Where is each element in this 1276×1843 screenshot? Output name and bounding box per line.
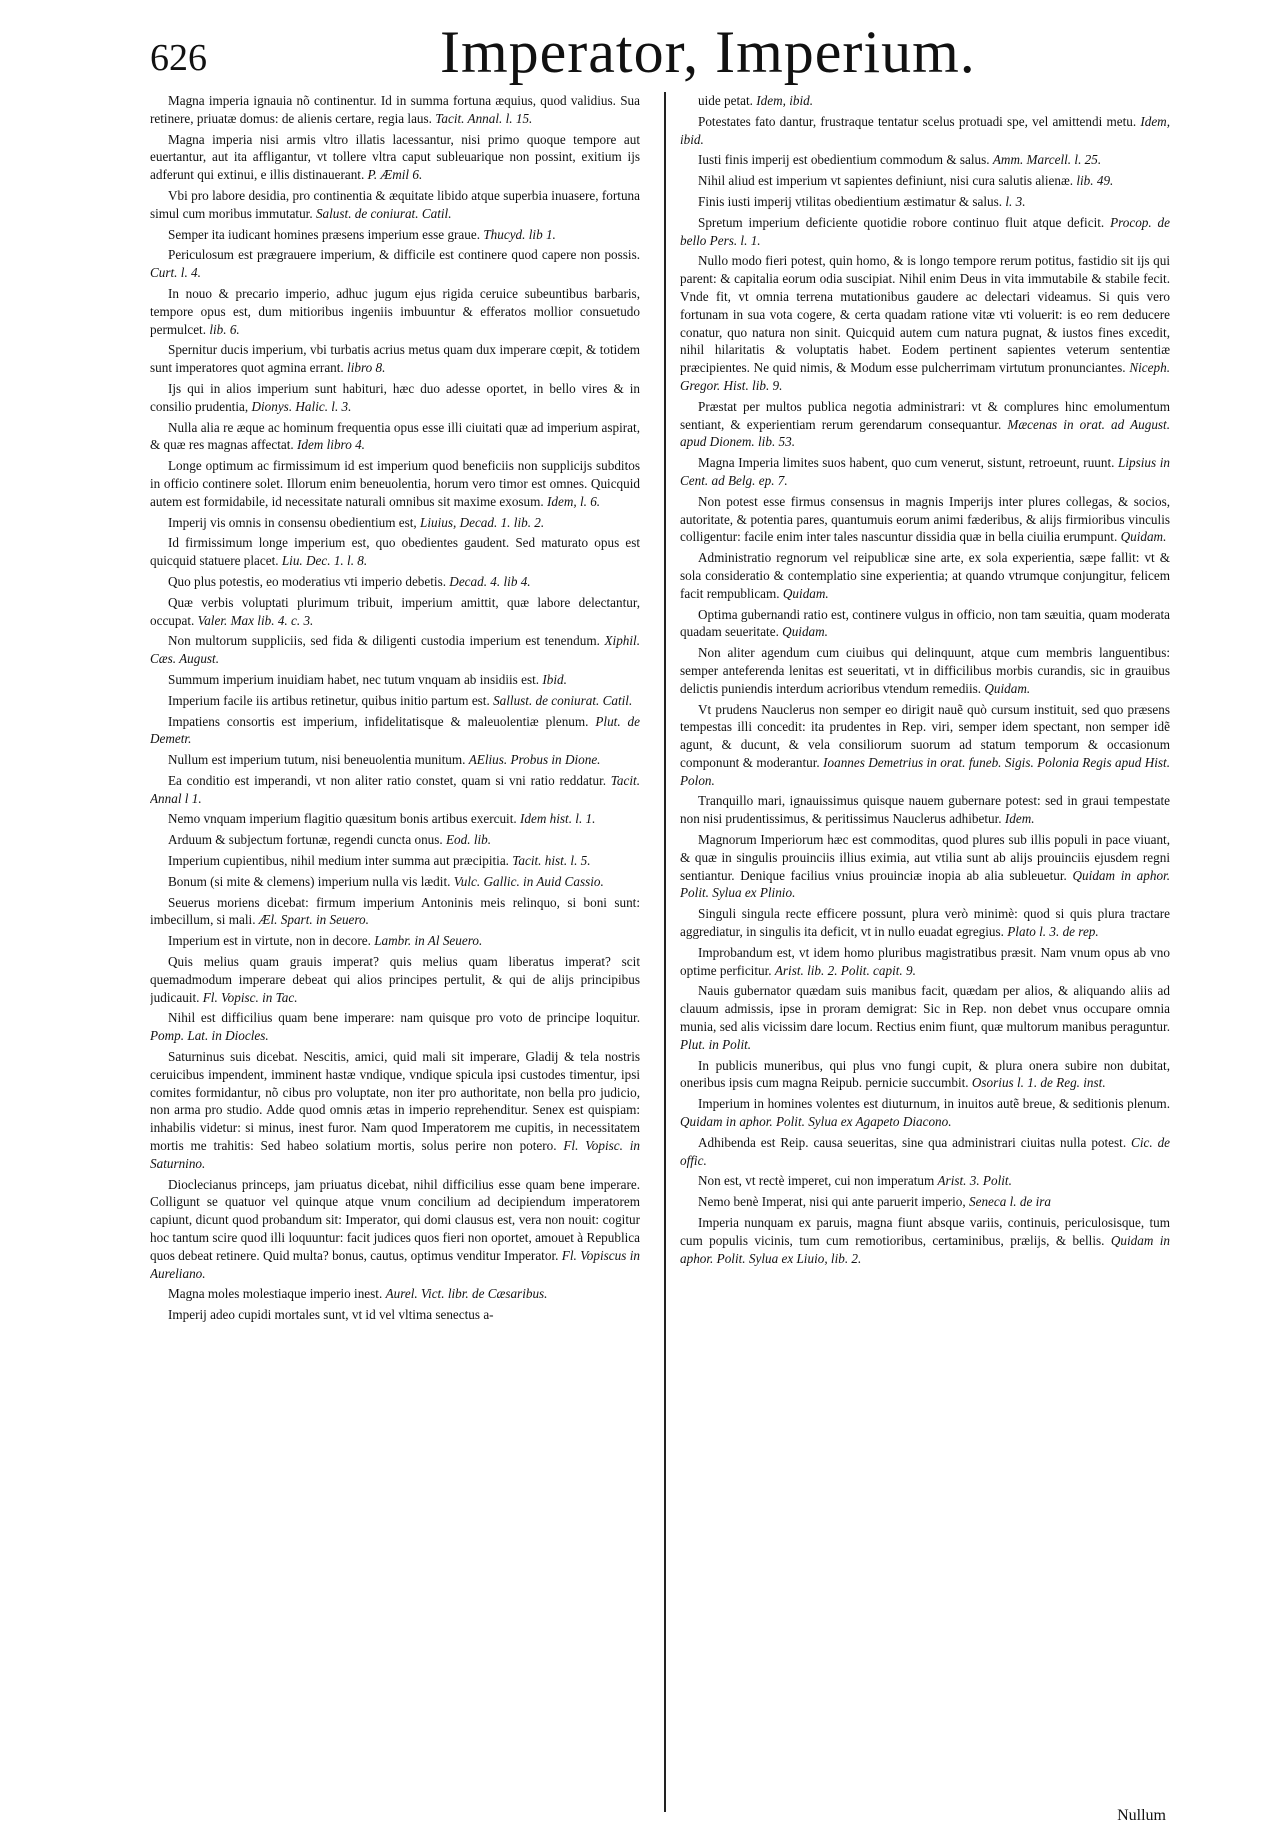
quotation-entry (150, 92, 640, 128)
quotation-entry (150, 632, 640, 668)
quotation-source: Seneca l. de ira (969, 1194, 1052, 1210)
quotation-text: Magnorum Imperiorum hæc est commoditas, quod plures sub illis populi in pace viuant, & quæ in singulis prouinciis illius eximia, aut vtilia sunt ab alijs prouinciis ejusdem regni sentiantur. Denique facilius vnius prouinciæ inopia ab alia subleuetur. (680, 832, 1170, 883)
quotation-source: Quidam in aphor. Polit. Sylua ex Liuio, lib. 2. (680, 1232, 1170, 1266)
quotation-entry (150, 953, 640, 1006)
quotation-source: AElius. Probus in Dione. (468, 752, 601, 768)
quotation-source: Arist. lib. 2. Polit. capit. 9. (774, 962, 916, 978)
quotation-entry (680, 549, 1170, 602)
quotation-text: Non est, vt rectè imperet, cui non imperatum (698, 1173, 935, 1189)
quotation-text: Dioclecianus princeps, jam priuatus dicebat, nihil difficilius esse quam bene imperare. Colligunt se quatuor vel quinque atque vnum concilium ad decipiendum imperatorem capiunt, dicunt quod probandum sit: Imperator, qui domi clausus est, vera non nouit: cogitur hoc tantum scire quod illi loquuntur: facit judices quos fieri non oportet, amouet à Republica quos debeat retinere. Quid multa? bonus, cautus, optimus venditur Imperator. (150, 1176, 640, 1263)
quotation-source: libro 8. (347, 360, 386, 376)
quotation-source: Dionys. Halic. l. 3. (251, 398, 352, 414)
quotation-source: Tacit. hist. l. 5. (512, 853, 591, 869)
quotation-text: Id firmissimum longe imperium est, quo obedientes gaudent. Sed maturato opus est quicquid statuere placet. (150, 535, 640, 569)
quotation-text: Imperium est in virtute, non in decore. (168, 933, 371, 949)
quotation-text: Potestates fato dantur, frustraque tentatur scelus protuadi spe, vel amittendi metu. (698, 113, 1137, 129)
quotation-text: Semper ita iudicant homines præsens imperium esse graue. (168, 226, 481, 242)
quotation-entry (150, 713, 640, 749)
quotation-entry (150, 341, 640, 377)
catchword: Nullum (1117, 1807, 1166, 1824)
quotation-entry (150, 852, 640, 870)
quotation-text: Non potest esse firmus consensus in magnis Imperijs inter plures collegas, & socios, autoritate, & potentia pares, quantumuis eorum animi fæderibus, & alijs firmioribus vinculis colligentur: facile enim inter tales nascuntur dissidia quæ in bella ciuilia erumpunt. (680, 493, 1170, 545)
quotation-text: Administratio regnorum vel reipublicæ sine arte, ex sola experientia, sæpe fallit: vt & sola consideratio & contemplatio sine experientia; at quando vtrumque conjungitur, felicem facit rempublicam. (680, 550, 1170, 601)
quotation-source: Ibid. (542, 671, 567, 687)
quotation-entry (680, 398, 1170, 451)
quotation-text: Quis melius quam grauis imperat? quis melius quam liberatus imperat? scit quemadmodum imperare debeat qui alios principes pertulit, & qui de alijs principibus judicauit. (150, 954, 640, 1005)
quotation-entry (680, 454, 1170, 490)
quotation-entry (680, 606, 1170, 642)
quotation-source: Eod. lib. (445, 832, 492, 848)
quotation-source: Vulc. Gallic. in Auid Cassio. (453, 873, 604, 889)
quotation-text: Ea conditio est imperandi, vt non aliter ratio constet, quam si vni ratio reddatur. (168, 772, 607, 788)
quotation-text: Vt prudens Nauclerus non semper eo dirigit nauẽ quò cursum instituit, sed quo præsens tempestas illi concedit: ita prudentes in Rep. viri, semper idem spectant, non semper idẽ agunt, & ducunt, & vela consiliorum suorum ad statum temporum & occasionum componunt & moderantur. (680, 701, 1170, 770)
quotation-text: Improbandum est, vt idem homo pluribus magistratibus præsit. Nam vnum opus ab vno optime perficitur. (680, 944, 1170, 978)
quotation-source: Idem. (1004, 811, 1035, 827)
quotation-source: Arist. 3. Polit. (937, 1173, 1012, 1189)
quotation-source: Idem, ibid. (680, 113, 1170, 147)
quotation-text: Non aliter agendum cum ciuibus qui delinquunt, atque cum membris languentibus: semper anteferenda lenitas est seueritati, vt in difficilibus morbis curandis, sic in grauibus delictis puniendis interdum acrioribus vtendum remediis. (680, 645, 1170, 696)
quotation-entry (680, 92, 1170, 110)
page-title: Imperator, Imperium. (440, 19, 976, 85)
quotation-source: Liu. Dec. 1. l. 8. (281, 553, 368, 569)
quotation-entry (150, 246, 640, 282)
quotation-text: Magna imperia ignauia nõ continentur. Id in summa fortuna æquius, quod validius. Sua retinere, priuatæ domus: de alienis certare, regia laus. (150, 93, 640, 126)
quotation-text: Longe optimum ac firmissimum id est imperium quod beneficiis non supplicijs subditos in officio continere solet. Illorum enim beneuolentia, horum vero timor est omnes. Quicquid autem est formidabile, id necessitate naturali omnibus sit maxime exosum. (150, 458, 640, 509)
quotation-entry (150, 419, 640, 455)
quotation-text: Præstat per multos publica negotia administrari: vt & complures hinc emolumentum sentiant, & experientiam rerum gerendarum consequantur. (680, 398, 1170, 432)
quotation-text: Spernitur ducis imperium, vbi turbatis acrius metus quam dux imperare cœpit, & totidem sunt imperatores quot agmina errant. (150, 342, 640, 376)
quotation-entry (680, 1095, 1170, 1131)
quotation-entry (680, 1214, 1170, 1267)
quotation-entry (680, 644, 1170, 697)
quotation-entry (680, 1172, 1170, 1190)
left-column (150, 92, 640, 1812)
quotation-entry (680, 905, 1170, 941)
quotation-entry (150, 1048, 640, 1173)
quotation-entry (680, 193, 1170, 211)
quotation-entry (150, 457, 640, 510)
quotation-entry (680, 1193, 1170, 1211)
quotation-text: Nauis gubernator quædam suis manibus facit, quædam per alios, & aliquando aliis ad clauum admissis, ipse in proram demigrat: Sic in Rep. non debet vnus occupare omnia munia, sed alis vicissim dare locum. Rectius enim fiunt, quæ multorum manibus peraguntur. (680, 983, 1170, 1035)
quotation-entry (150, 692, 640, 710)
quotation-entry (150, 772, 640, 808)
quotation-text: In publicis muneribus, qui plus vno fungi cupit, & plura onera subire non dubitat, oneribus ipsis cum magna Reipub. pernicie succumbit. (680, 1057, 1170, 1091)
quotation-entry (150, 894, 640, 930)
quotation-source: Idem, ibid. (756, 93, 814, 108)
quotation-source: Thucyd. lib 1. (483, 226, 556, 242)
quotation-entry (150, 1176, 640, 1283)
page-header (150, 18, 1150, 98)
quotation-entry (150, 831, 640, 849)
quotation-source: Curt. l. 4. (150, 265, 201, 281)
quotation-text: Nullo modo fieri potest, quin homo, & is longo tempore rerum potitus, fastidio sit ijs qui parent: & capitalia eorum odia suscipiat. Nihil enim Deus in vita immutabile & stabile fecit. Vnde fit, vt omnia terrena mutationibus gaudere ac delectari videamus. Si quis vero fortunam in sua vota cogere, & certa quadam ratione vitæ vti voluerit: is eo rem deducere conatur, quo natura non sinit. Quicquid autem cum natura pugnat, & iustos fines excedit, nihil hilaritatis & voluptatis habet. Eodem pertinent sapientes veterum sententiæ præcipientes. Ne quid nimis, & Modum esse pulcherrimam virtutum pronunciantes. (680, 253, 1170, 376)
quotation-entry (680, 172, 1170, 190)
quotation-text: Non multorum suppliciis, sed fida & diligenti custodia imperium est tenendum. (168, 633, 600, 649)
quotation-text: Imperium facile iis artibus retinetur, quibus initio partum est. (168, 692, 490, 708)
quotation-source: Cic. de offic. (680, 1134, 1170, 1168)
quotation-source: Quidam. (782, 624, 828, 640)
quotation-entry (680, 1057, 1170, 1093)
quotation-source: Æl. Spart. in Seuero. (258, 912, 369, 928)
quotation-source: P. Æmil 6. (367, 167, 423, 183)
quotation-text: Nullum est imperium tutum, nisi beneuolentia munitum. (168, 752, 466, 768)
quotation-text: Arduum & subjectum fortunæ, regendi cuncta onus. (168, 832, 443, 848)
quotation-source: Salust. de coniurat. Catil. (315, 205, 452, 221)
quotation-entry (150, 226, 640, 244)
quotation-source: l. 3. (1005, 193, 1026, 209)
quotation-source: Quidam. (984, 680, 1031, 696)
quotation-source: Quidam. (1120, 529, 1167, 545)
quotation-text: Tranquillo mari, ignauissimus quisque nauem gubernare potest: sed in graui tempestate non nisi prudentissimus, & peritissimus Nauclerus adhibetur. (680, 793, 1170, 827)
quotation-entry (150, 131, 640, 184)
quotation-text: Nihil aliud est imperium vt sapientes definiunt, nisi cura salutis alienæ. (698, 173, 1074, 189)
quotation-source: Decad. 4. lib 4. (449, 573, 531, 589)
quotation-entry (150, 1306, 640, 1324)
quotation-entry (680, 252, 1170, 394)
quotation-source: lib. 49. (1076, 173, 1114, 189)
quotation-entry (680, 151, 1170, 169)
quotation-text: Magna imperia nisi armis vltro illatis lacessantur, nisi primo quoque tempore aut euertantur, aut ita affligantur, vt tollere vltra caput subleuarique non possint, exitium ijs adferunt qui extinui, e illis distinauerant. (150, 131, 640, 183)
quotation-text: Nihil est difficilius quam bene imperare: nam quisque pro voto de principe loquitur. (168, 1010, 640, 1026)
quotation-text: Imperium cupientibus, nihil medium inter summa aut præcipitia. (168, 853, 509, 869)
quotation-text: Vbi pro labore desidia, pro continentia & æquitate libido atque superbia inuasere, fortuna simul cum moribus immutatur. (150, 187, 640, 221)
quotation-source: Osorius l. 1. de Reg. inst. (971, 1075, 1106, 1091)
quotation-entry (150, 751, 640, 769)
quotation-text: uide petat. (698, 93, 753, 108)
quotation-text: Magna moles molestiaque imperio inest. (168, 1286, 383, 1302)
quotation-source: Liuius, Decad. 1. lib. 2. (420, 514, 545, 530)
quotation-source: Plut. in Polit. (680, 1036, 752, 1052)
quotation-text: Imperia nunquam ex paruis, magna fiunt absque variis, continuis, periculosisque, tum cum populis vicinis, tum cum remotioribus, certaminibus, prælijs, & bellis. (680, 1215, 1170, 1248)
quotation-entry (680, 493, 1170, 546)
quotation-text: In nouo & precario imperio, adhuc jugum ejus rigida ceruice subeuntibus barbaris, tempore opus est, dum mitioribus ingeniis imbuuntur & efferatos mollior consuetudo permulcet. (150, 285, 640, 337)
quotation-source: Plut. de Demetr. (150, 713, 640, 747)
quotation-entry (150, 873, 640, 891)
quotation-entry (150, 534, 640, 570)
quotation-text: Magna Imperia limites suos habent, quo cum venerut, sistunt, retroeunt, ruunt. (698, 455, 1115, 471)
quotation-text: Periculosum est prægrauere imperium, & difficile est continere quod capere non possis. (168, 247, 640, 263)
quotation-entry (150, 573, 640, 591)
quotation-text: Imperium in homines volentes est diuturnum, in inuitos autẽ breue, & seditionis plenum. (698, 1096, 1170, 1112)
quotation-source: Tacit. Annal. l. 15. (435, 110, 533, 126)
quotation-text: Optima gubernandi ratio est, continere vulgus in officio, non tam sæuitia, quam moderata quadam seueritate. (680, 606, 1170, 640)
quotation-entry (680, 113, 1170, 149)
quotation-source: Ioannes Demetrius in orat. funeb. Sigis. Polonia Regis apud Hist. Polon. (680, 754, 1170, 788)
column-divider (664, 92, 666, 1812)
quotation-source: Quidam in aphor. Polit. Sylua ex Agapeto Diacono. (680, 1114, 952, 1130)
quotation-entry (680, 982, 1170, 1053)
quotation-entry (150, 810, 640, 828)
quotation-source: Quidam. (782, 585, 829, 601)
quotation-entry (150, 285, 640, 338)
quotation-source: Aurel. Vict. libr. de Cæsaribus. (385, 1286, 548, 1302)
quotation-text: Ijs qui in alios imperium sunt habituri, hæc duo adesse oportet, in bello vires & in consilio prudentia, (150, 380, 640, 414)
quotation-text: Iusti finis imperij est obedientium commodum & salus. (698, 152, 990, 168)
quotation-source: Procop. de bello Pers. l. 1. (680, 214, 1170, 248)
quotation-text: Seuerus moriens dicebat: firmum imperium Antoninis meis relinquo, si boni sunt: imbecillum, si mali. (150, 894, 640, 928)
quotation-text: Nemo vnquam imperium flagitio quæsitum bonis artibus exercuit. (168, 811, 517, 827)
quotation-text: Nemo benè Imperat, nisi qui ante paruerit imperio, (698, 1194, 966, 1210)
quotation-entry (150, 514, 640, 532)
quotation-source: Idem hist. l. 1. (519, 811, 596, 827)
quotation-source: Plato l. 3. de rep. (1007, 924, 1099, 940)
quotation-entry (150, 671, 640, 689)
quotation-text: Bonum (si mite & clemens) imperium nulla vis lædit. (168, 873, 451, 889)
quotation-source: Niceph. Gregor. Hist. lib. 9. (680, 360, 1170, 393)
page-number: 626 (150, 37, 207, 79)
quotation-entry (680, 831, 1170, 902)
quotation-source: Pomp. Lat. in Diocles. (150, 1028, 269, 1044)
quotation-entry (150, 187, 640, 223)
right-column (680, 92, 1170, 1812)
quotation-entry (680, 1134, 1170, 1170)
quotation-text: Spretum imperium deficiente quotidie robore continuo fluit atque deficit. (698, 214, 1105, 230)
quotation-entry (150, 380, 640, 416)
quotation-source: Fl. Vopisc. in Saturnino. (150, 1138, 640, 1171)
quotation-source: Fl. Vopiscus in Aureliano. (150, 1247, 640, 1281)
quotation-entry (680, 214, 1170, 250)
quotation-entry (680, 944, 1170, 980)
quotation-text: Finis iusti imperij vtilitas obedientium æstimatur & salus. (698, 193, 1003, 209)
quotation-source: Sallust. de coniurat. Catil. (493, 692, 633, 708)
quotation-source: Quidam in aphor. Polit. Sylua ex Plinio. (680, 867, 1170, 901)
quotation-source: Amm. Marcell. l. 25. (992, 152, 1102, 168)
quotation-source: Lipsius in Cent. ad Belg. ep. 7. (680, 455, 1170, 488)
quotation-source: Lambr. in Al Seuero. (374, 933, 483, 949)
quotation-text: Nulla alia re æque ac hominum frequentia opus esse illi ciuitati quæ ad imperium aspirat, & quæ res magnas affectat. (150, 419, 640, 453)
quotation-source: Idem libro 4. (296, 437, 365, 453)
quotation-text: Summum imperium inuidiam habet, nec tutum vnquam ab insidiis est. (168, 671, 540, 687)
quotation-text: Adhibenda est Reip. causa seueritas, sine qua administrari ciuitas nulla potest. (698, 1134, 1127, 1150)
quotation-text: Saturninus suis dicebat. Nescitis, amici, quid mali sit imperare, Gladij & tela nostris ceruicibus impendent, imminent hastæ vndique, vndique spicula ipsi custodes timentur, ipsi comites formidantur, nõ cibus pro voluptate, non iter pro authoritate, non bella pro judicio, non arma pro studio. Adde quod omnis ætas in imperio reprehenditur. Senex est quispiam: inhabilis videtur: si minus, inest furor. Nam quod Imperatorem me cupitis, in necessitatem mortis me trahitis: Sed habeo solatium mortis, solus perire non potero. (150, 1049, 640, 1154)
quotation-source: Mæcenas in orat. ad August. apud Dionem. lib. 53. (680, 416, 1170, 450)
quotation-text: Quæ verbis voluptati plurimum tribuit, imperium amittit, quæ labore delectantur, occupat. (150, 594, 640, 628)
quotation-text: Quo plus potestis, eo moderatius vti imperio debetis. (168, 573, 446, 589)
quotation-source: Idem, l. 6. (547, 493, 601, 509)
quotation-text: Imperij adeo cupidi mortales sunt, vt id vel vltima senectus a- (168, 1307, 494, 1323)
quotation-source: Tacit. Annal l 1. (150, 772, 640, 806)
quotation-source: Fl. Vopisc. in Tac. (202, 989, 298, 1005)
quotation-entry (150, 1009, 640, 1045)
quotation-entry (150, 1285, 640, 1303)
quotation-entry (680, 792, 1170, 828)
quotation-text: Singuli singula recte efficere possunt, plura verò minimè: quod si quis plura tractare aggrediatur, in singulis ita deficit, vt in nullo euadat egregius. (680, 906, 1170, 940)
quotation-source: Xiphil. Cæs. August. (150, 633, 640, 667)
quotation-entry (150, 932, 640, 950)
quotation-entry (150, 594, 640, 630)
quotation-source: lib. 6. (209, 321, 240, 337)
quotation-entry (680, 701, 1170, 790)
quotation-text: Imperij vis omnis in consensu obedientium est, (168, 514, 417, 530)
quotation-source: Valer. Max lib. 4. c. 3. (197, 612, 314, 628)
quotation-text: Impatiens consortis est imperium, infidelitatisque & maleuolentiæ plenum. (168, 713, 589, 729)
